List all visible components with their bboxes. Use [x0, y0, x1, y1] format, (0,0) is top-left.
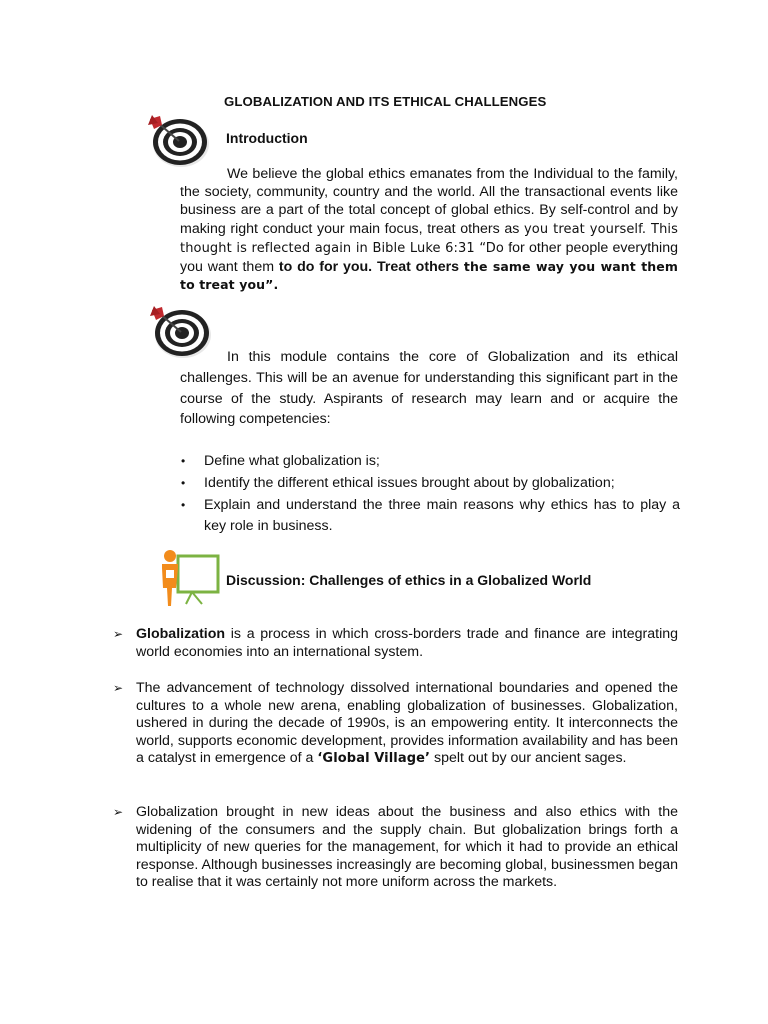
bullet-icon: • [181, 476, 186, 490]
intro-bold-1: to do for you. Treat others [278, 259, 460, 276]
bullet-icon: • [181, 498, 186, 512]
point-text-end: spelt out by our ancient sages. [430, 750, 627, 767]
discussion-point [113, 626, 678, 661]
point-text: Globalization brought in new ideas about the business and also ethics with the widening of the consumers and the supply chain. But globalization brings forth a multiplicity of new queries for the management, for which it had to provide an ethical response. Although businesses increasingly are becoming global, businessmen began to realise that it was certainly not more uniform across the markets. [136, 804, 678, 891]
competency-list [180, 451, 680, 541]
point-text: The advancement of technology dissolved international boundaries and opened the cultures to a whole new arena, enabling globalization of businesses. Globalization, ushered in during the decade of 1990s, is an empowering entity. It interconnects the world, supports economic development, provides information availability and has been a catalyst in emergence of a [136, 680, 678, 767]
list-item: • Explain and understand the three main reasons why ethics has to play a key role in business. [181, 497, 680, 534]
list-item: • Identify the different ethical issues brought about by globalization; [180, 473, 680, 494]
intro-paragraph [180, 165, 678, 294]
arrow-bullet-icon: ➢ [113, 681, 124, 695]
discussion-point [113, 804, 678, 892]
document-title: GLOBALIZATION AND ITS ETHICAL CHALLENGES [224, 94, 547, 109]
presenter-board-icon [156, 548, 222, 608]
point-bold: ‘Global Village’ [317, 751, 431, 767]
intro-heading: Introduction [226, 130, 308, 146]
intro-bold-2: the same way you want them to treat you”. [180, 259, 678, 293]
intro-text-2: you treat yourself. This thought is reflected again in Bible Luke 6:31 “Do [180, 221, 679, 256]
point-text: is a process in which cross-borders trade and finance are integrating world economies into an international system. [136, 626, 678, 660]
intro-text-3: for other people everything you want them [180, 239, 678, 276]
arrow-bullet-icon: ➢ [113, 627, 124, 641]
arrow-bullet-icon: ➢ [113, 805, 124, 819]
intro-text-1: We believe the global ethics emanates from the Individual to the family, the society, community, country and the world. All the transactional events like business are a part of the total concept of global ethics. By self-control and by making right conduct your main focus, treat others as [180, 166, 678, 237]
discussion-heading: Discussion: Challenges of ethics in a Globalized World [226, 572, 592, 588]
point-bold: Globalization [136, 626, 226, 642]
list-item: • Define what globalization is; [180, 451, 680, 472]
discussion-point [113, 680, 678, 768]
module-paragraph: In this module contains the core of Globalization and its ethical challenges. This will be an avenue for understanding this significant part in the course of the study. Aspirants of research may learn and or acquire the following competencies: [180, 349, 678, 428]
bullet-icon: • [181, 454, 186, 468]
dart-target-icon [146, 113, 212, 169]
